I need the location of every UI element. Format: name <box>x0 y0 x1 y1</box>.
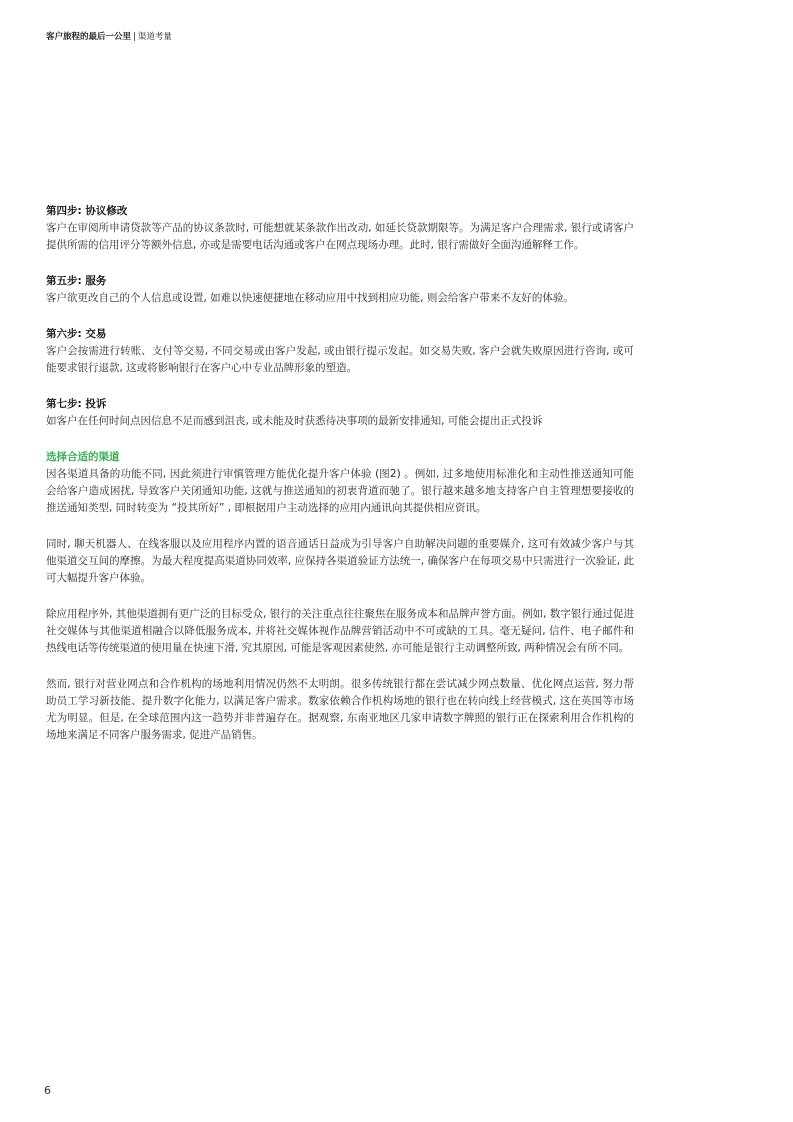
running-header <box>46 30 172 42</box>
channel-heading: 选择合适的渠道 <box>46 451 120 463</box>
channel-paragraph-2: 同时, 聊天机器人、在线客服以及应用程序内置的语音通话日益成为引导客户自助解决问题的重要媒介, 这可有效减少客户与其他渠道交互间的摩擦。为最大程度提高渠道协同效率, 应保持各渠道验证方法统一, 确保客户在每项交易中只需进行一次验证, 此可大幅提升客户体验。 <box>46 538 634 584</box>
step-five-section <box>46 273 634 307</box>
step-six-section <box>46 326 634 377</box>
channel-paragraph-4: 然而, 银行对营业网点和合作机构的场地利用情况仍然不太明朗。很多传统银行都在尝试减少网点数量、优化网点运营, 努力帮助员工学习新技能、提升数字化能力, 以满足客户需求。数家依赖合作机构场地的银行也在转向线上经营模式, 这在英国等市场尤为明显。但是, 在全球范围内这一趋势并非普遍存在。据观察, 东南亚地区几家申请数字牌照的银行正在探索利用合作机构的场地来满足不同客户服务需求, 促进产品销售。 <box>46 678 634 741</box>
header-subtitle: 渠道考量 <box>137 32 172 42</box>
step-four-paragraph: 客户在审阅所申请贷款等产品的协议条款时, 可能想就某条款作出改动, 如延长贷款期限等。为满足客户合理需求, 银行或请客户提供所需的信用评分等额外信息, 亦或是需要电话沟通或客户在网点现场办理。此时, 银行需做好全面沟通解释工作。 <box>46 222 634 251</box>
channel-paragraph-1: 因各渠道具备的功能不同, 因此须进行审慎管理方能优化提升客户体验 (图2) 。例如, 过多地使用标准化和主动性推送通知可能会给客户造成困扰, 导致客户关闭通知功能, 这就与推送通知的初衷背道而驰了。银行越来越多地支持客户自主管理想要接收的推送通知类型, 同时转变为 “投其所好” , 即根据用户主动选择的应用内通讯向其提供相应资讯。 <box>46 468 634 514</box>
step-four-heading: 第四步: 协议修改 <box>46 205 128 217</box>
step-five-paragraph: 客户欲更改自己的个人信息或设置, 如难以快速便捷地在移动应用中找到相应功能, 则会给客户带来不友好的体验。 <box>46 292 574 304</box>
step-five-heading: 第五步: 服务 <box>46 275 107 287</box>
header-separator: | <box>133 32 136 42</box>
step-six-heading: 第六步: 交易 <box>46 328 107 340</box>
main-content <box>46 203 634 763</box>
channel-section <box>46 449 634 744</box>
header-title: 客户旅程的最后一公里 <box>46 32 132 42</box>
channel-paragraph-3: 除应用程序外, 其他渠道拥有更广泛的目标受众, 银行的关注重点往往聚焦在服务成本和品牌声誉方面。例如, 数字银行通过促进社交媒体与其他渠道相融合以降低服务成本, 并将社交媒体视作品牌营销活动中不可或缺的工具。毫无疑问, 信件、电子邮件和热线电话等传统渠道的使用量在快速下滑, 究其原因, 可能是客观因素使然, 亦可能是银行主动调整所致, 两种情况会有所不同。 <box>46 608 634 654</box>
step-four-section <box>46 203 634 254</box>
step-six-paragraph: 客户会按需进行转账、支付等交易, 不同交易或由客户发起, 或由银行提示发起。如交易失败, 客户会就失败原因进行咨询, 或可能要求银行退款, 这或将影响银行在客户心中专业品牌形象的塑造。 <box>46 345 634 374</box>
page-number: 6 <box>44 1084 51 1097</box>
step-seven-heading: 第七步: 投诉 <box>46 398 107 410</box>
step-seven-section <box>46 396 634 430</box>
step-seven-paragraph: 如客户在任何时间点因信息不足而感到沮丧, 或未能及时获悉待决事项的最新安排通知, 可能会提出正式投诉 <box>46 415 543 427</box>
